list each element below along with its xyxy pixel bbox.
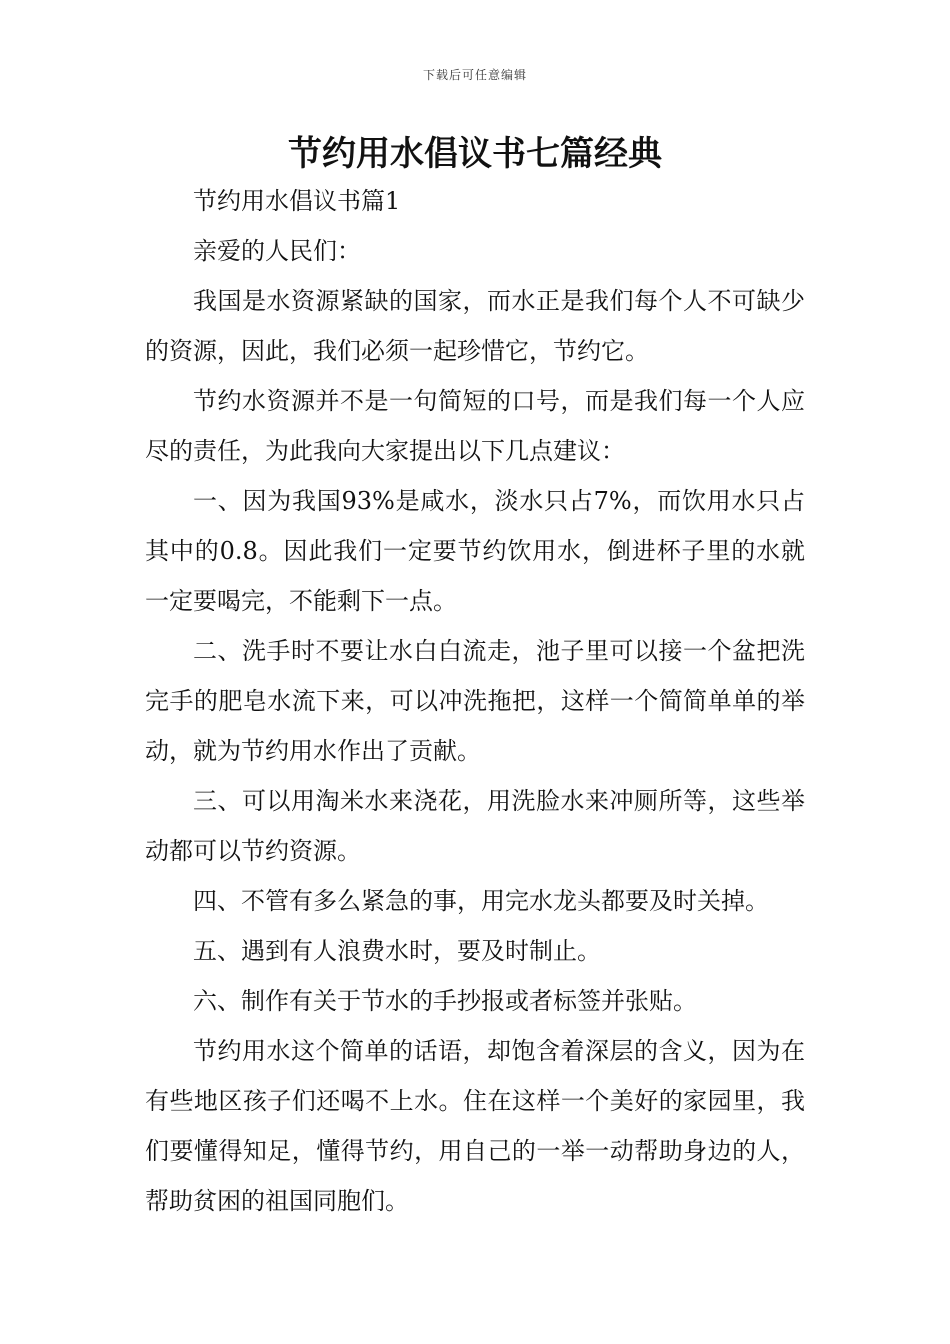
document-title: 节约用水倡议书七篇经典 bbox=[288, 134, 662, 174]
suggestion-item: 三、可以用淘米水来浇花，用洗脸水来冲厕所等，这些举动都可以节约资源。 bbox=[145, 787, 805, 865]
suggestion-item: 四、不管有多么紧急的事，用完水龙头都要及时关掉。 bbox=[193, 887, 769, 915]
section-heading: 节约用水倡议书篇1 bbox=[193, 187, 401, 215]
document-body bbox=[145, 176, 805, 1226]
header-note: 下载后可任意编辑 bbox=[422, 68, 527, 82]
suggestion-item: 六、制作有关于节水的手抄报或者标签并张贴。 bbox=[193, 987, 697, 1015]
suggestion-item: 二、洗手时不要让水白白流走，池子里可以接一个盆把洗完手的肥皂水流下来，可以冲洗拖把，这样一个简简单单的举动，就为节约用水作出了贡献。 bbox=[145, 637, 805, 765]
suggestion-item: 一、因为我国93%是咸水，淡水只占7%，而饮用水只占其中的0.8。因此我们一定要节约饮用水，倒进杯子里的水就一定要喝完，不能剩下一点。 bbox=[145, 487, 805, 615]
body-paragraph: 我国是水资源紧缺的国家，而水正是我们每个人不可缺少的资源，因此，我们必须一起珍惜它，节约它。 bbox=[145, 287, 805, 365]
closing-paragraph: 节约用水这个简单的话语，却饱含着深层的含义，因为在有些地区孩子们还喝不上水。住在这样一个美好的家园里，我们要懂得知足，懂得节约，用自己的一举一动帮助身边的人，帮助贫困的祖国同胞们。 bbox=[145, 1037, 805, 1215]
salutation: 亲爱的人民们： bbox=[193, 237, 361, 265]
body-paragraph: 节约水资源并不是一句简短的口号，而是我们每一个人应尽的责任，为此我向大家提出以下几点建议： bbox=[145, 387, 805, 465]
suggestion-item: 五、遇到有人浪费水时，要及时制止。 bbox=[193, 937, 601, 965]
